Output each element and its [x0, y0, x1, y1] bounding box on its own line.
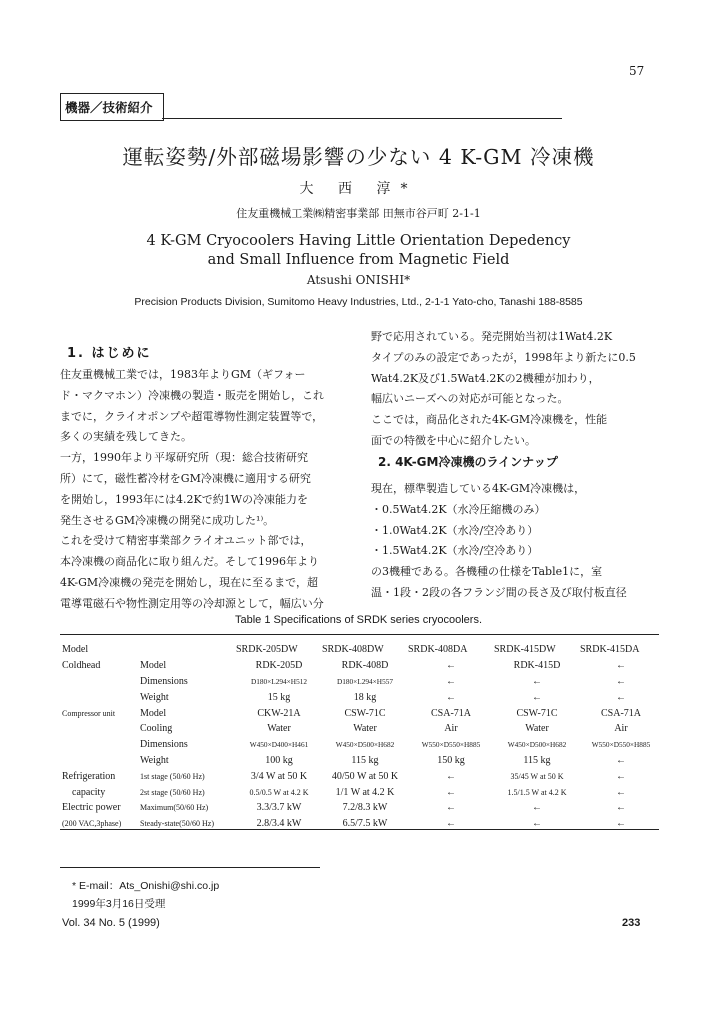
footnote-rule [60, 867, 320, 868]
table-cell: 40/50 W at 50 K [331, 770, 399, 782]
table-cell: capacity [72, 786, 106, 798]
table-cell: RDK-408D [341, 660, 389, 672]
table-cell: Coldhead [62, 660, 101, 672]
text-line: 多くの実績を残してきた。 [60, 430, 192, 444]
table-cell: ← [446, 818, 456, 830]
table-cell: W550×D550×H885 [591, 740, 651, 750]
table-cell: ← [616, 770, 626, 782]
table-header-cell: SRDK-415DA [580, 644, 640, 656]
table-cell: ← [616, 754, 626, 766]
table-header-cell: SRDK-408DA [408, 644, 468, 656]
table-cell: ← [616, 675, 626, 687]
table-cell: ← [616, 691, 626, 703]
table-row [62, 674, 662, 690]
table-cell: CSW-71C [344, 707, 386, 719]
title-en-line2: and Small Influence from Magnetic Field [207, 252, 510, 268]
table-header-cell: SRDK-415DW [494, 644, 556, 656]
text-line: 野で応用されている。発売開始当初は1Wat4.2K [371, 330, 613, 343]
author-en: Atsushi ONISHI* [306, 273, 411, 287]
table-row [62, 689, 662, 705]
table-cell: ← [616, 802, 626, 814]
table-cell: 115 kg [523, 754, 551, 766]
text-line: 電導電磁石や物性測定用等の冷却源として，幅広い分 [60, 596, 324, 610]
table-cell: ← [446, 660, 456, 672]
section-tag-rule [162, 118, 562, 119]
table-bottom-rule [60, 829, 659, 830]
table-cell: ← [532, 691, 542, 703]
affiliation-en: Precision Products Division, Sumitomo Heavy Industries, Ltd., 2-1-1 Yato-cho, Tanashi 188-8585 [134, 296, 583, 308]
text-line: 発生させるGM冷凍機の開発に成功した¹⁾。 [60, 513, 275, 527]
table-cell: W450×D400×H461 [249, 740, 309, 750]
table-cell: Maximum(50/60 Hz) [140, 803, 209, 813]
table-row [62, 768, 662, 784]
table-cell: Air [444, 723, 458, 735]
table-cell: 6.5/7.5 kW [342, 818, 388, 830]
table-cell: 115 kg [351, 754, 379, 766]
text-line: 4K-GM冷凍機の発売を開始し，現在に至るまで，超 [60, 575, 318, 589]
table-row [62, 800, 662, 816]
table-cell: Refrigeration [62, 770, 116, 782]
page-number-bottom: 233 [622, 917, 641, 929]
table-cell: Dimensions [140, 739, 188, 751]
footnote-received: 1999年3月16日受理 [72, 898, 166, 910]
column-right-bottom [371, 479, 663, 604]
table-cell: Weight [140, 691, 169, 703]
table-cell: ← [532, 802, 542, 814]
table-cell: 7.2/8.3 kW [342, 802, 388, 814]
table-row [62, 753, 662, 769]
table-row [62, 784, 662, 800]
table-cell: Cooling [140, 723, 173, 735]
table-cell: ← [446, 786, 456, 798]
text-line: 温・1段・2段の各フランジ間の長さ及び取付板直径 [371, 585, 627, 599]
table-cell: ← [616, 818, 626, 830]
title-jp: 運転姿勢/外部磁場影響の少ない 4 K-GM 冷凍機 [122, 145, 595, 169]
text-line: Wat4.2K及び1.5Wat4.2Kの2機種が加わり， [371, 371, 600, 385]
table-cell: ← [446, 691, 456, 703]
text-line: 現在，標準製造している4K-GM冷凍機は， [371, 482, 586, 495]
table-cell: D180×L294×H512 [250, 676, 308, 686]
table-cell: CSA-71A [430, 707, 471, 719]
text-line: 一方，1990年より平塚研究所（現：総合技術研究 [60, 451, 308, 465]
section2-heading: 2. 4K-GM冷凍機のラインナップ [378, 455, 558, 469]
table-cell: 100 kg [265, 754, 293, 766]
table-cell: RDK-205D [255, 660, 303, 672]
table-cell: 2.8/3.4 kW [256, 818, 302, 830]
table-row [62, 737, 662, 753]
author-jp: 大 西 淳* [299, 181, 418, 197]
table-cell: CSW-71C [516, 707, 558, 719]
table-cell: Water [267, 723, 291, 735]
column-right-top [371, 327, 663, 452]
table-cell: 0.5/0.5 W at 4.2 K [249, 787, 309, 797]
table-header-cell: Model [62, 644, 89, 656]
affiliation-jp: 住友重機械工業㈱精密事業部 田無市谷戸町 2-1-1 [236, 207, 481, 220]
table-cell: ← [446, 802, 456, 814]
table-cell: 3/4 W at 50 K [250, 770, 308, 782]
table-cell [62, 753, 140, 769]
text-line: の3機種である。各機種の仕様をTable1に，室 [371, 565, 603, 579]
table-cell: 18 kg [353, 691, 377, 703]
table-cell: 150 kg [437, 754, 465, 766]
table-row [62, 721, 662, 737]
table-cell: 3.3/3.7 kW [256, 802, 302, 814]
table-caption: Table 1 Specifications of SRDK series cryocoolers. [235, 614, 482, 626]
table-cell: Model [140, 660, 167, 672]
table-cell: W450×D500×H682 [507, 740, 567, 750]
table-cell: ← [616, 660, 626, 672]
title-en [0, 232, 717, 270]
table-cell: 1st stage (50/60 Hz) [140, 771, 205, 781]
section1-heading: 1. はじめに [67, 346, 152, 361]
table-row [62, 705, 662, 721]
text-line: タイプのみの設定であったが，1998年より新たに0.5 [371, 350, 636, 364]
table-cell: Weight [140, 754, 169, 766]
table-cell: Compressor unit [62, 708, 116, 718]
table-cell: Dimensions [140, 675, 188, 687]
footnote [72, 877, 219, 913]
text-line: 面での特徴を中心に紹介したい。 [371, 433, 536, 447]
table-cell: Electric power [62, 802, 121, 814]
table-cell: ← [532, 818, 542, 830]
table-cell: 1/1 W at 4.2 K [335, 786, 395, 798]
title-en-line1: 4 K-GM Cryocoolers Having Little Orientation Depedency [146, 233, 571, 249]
text-line: ・1.5Wat4.2K（水冷/空冷あり） [371, 544, 539, 558]
table-cell: (200 VAC,3phase) [62, 819, 122, 829]
table-cell: CKW-21A [257, 707, 301, 719]
table-cell: D180×L294×H557 [336, 676, 394, 686]
table-row [62, 658, 662, 674]
table-cell: 15 kg [267, 691, 291, 703]
table-header-cell: SRDK-408DW [322, 644, 384, 656]
table-cell [62, 689, 140, 705]
text-line: 幅広いニーズへの対応が可能となった。 [371, 392, 569, 406]
table-cell: Air [614, 723, 628, 735]
text-line: これを受けて精密事業部クライオユニット部では， [60, 534, 312, 548]
text-line: 本冷凍機の商品化に取り組んだ。そして1996年より [60, 555, 319, 569]
table-cell: 1.5/1.5 W at 4.2 K [507, 787, 567, 797]
spec-table [62, 642, 662, 832]
table-cell: Water [353, 723, 377, 735]
table-cell [62, 674, 140, 690]
table-cell: ← [616, 786, 626, 798]
footnote-email: * E-mail：Ats_Onishi@shi.co.jp [72, 880, 220, 892]
table-cell: ← [532, 675, 542, 687]
table-header-cell: SRDK-205DW [236, 644, 298, 656]
text-line: 住友重機械工業では，1983年よりGM（ギフォー [60, 368, 306, 381]
section-tag: 機器／技術紹介 [65, 100, 153, 115]
text-line: ・0.5Wat4.2K（水冷圧縮機のみ） [371, 502, 546, 516]
table-cell: W550×D550×H885 [421, 740, 481, 750]
table-header-cell [140, 642, 236, 658]
page-number-top: 57 [629, 64, 645, 78]
table-cell: ← [446, 770, 456, 782]
journal-reference: Vol. 34 No. 5 (1999) [62, 917, 160, 929]
table-cell: RDK-415D [513, 660, 561, 672]
text-line: を開始し，1993年には4.2Kで約1Wの冷凍能力を [60, 492, 309, 506]
table-cell [62, 737, 140, 753]
text-line: ・1.0Wat4.2K（水冷/空冷あり） [371, 523, 539, 537]
table-cell: W450×D500×H682 [335, 740, 395, 750]
column-left [60, 365, 355, 615]
table-header-row [62, 642, 662, 658]
table-cell: CSA-71A [600, 707, 641, 719]
table-cell: 35/45 W at 50 K [510, 771, 564, 781]
text-line: 所）にて，磁性蓄冷材をGM冷凍機に適用する研究 [60, 471, 311, 485]
table-cell [62, 721, 140, 737]
table-cell: 2st stage (50/60 Hz) [140, 787, 205, 797]
text-line: ここでは，商品化された4K-GM冷凍機を，性能 [371, 413, 608, 427]
table-cell: Steady-state(50/60 Hz) [140, 819, 214, 829]
text-line: までに，クライオポンプや超電導物性測定装置等で， [60, 409, 324, 423]
table-cell: ← [446, 675, 456, 687]
table-cell: Model [140, 707, 167, 719]
table-cell: Water [525, 723, 549, 735]
table-top-rule [60, 634, 659, 635]
text-line: ド・マクマホン）冷凍機の製造・販売を開始し，これ [60, 388, 324, 402]
